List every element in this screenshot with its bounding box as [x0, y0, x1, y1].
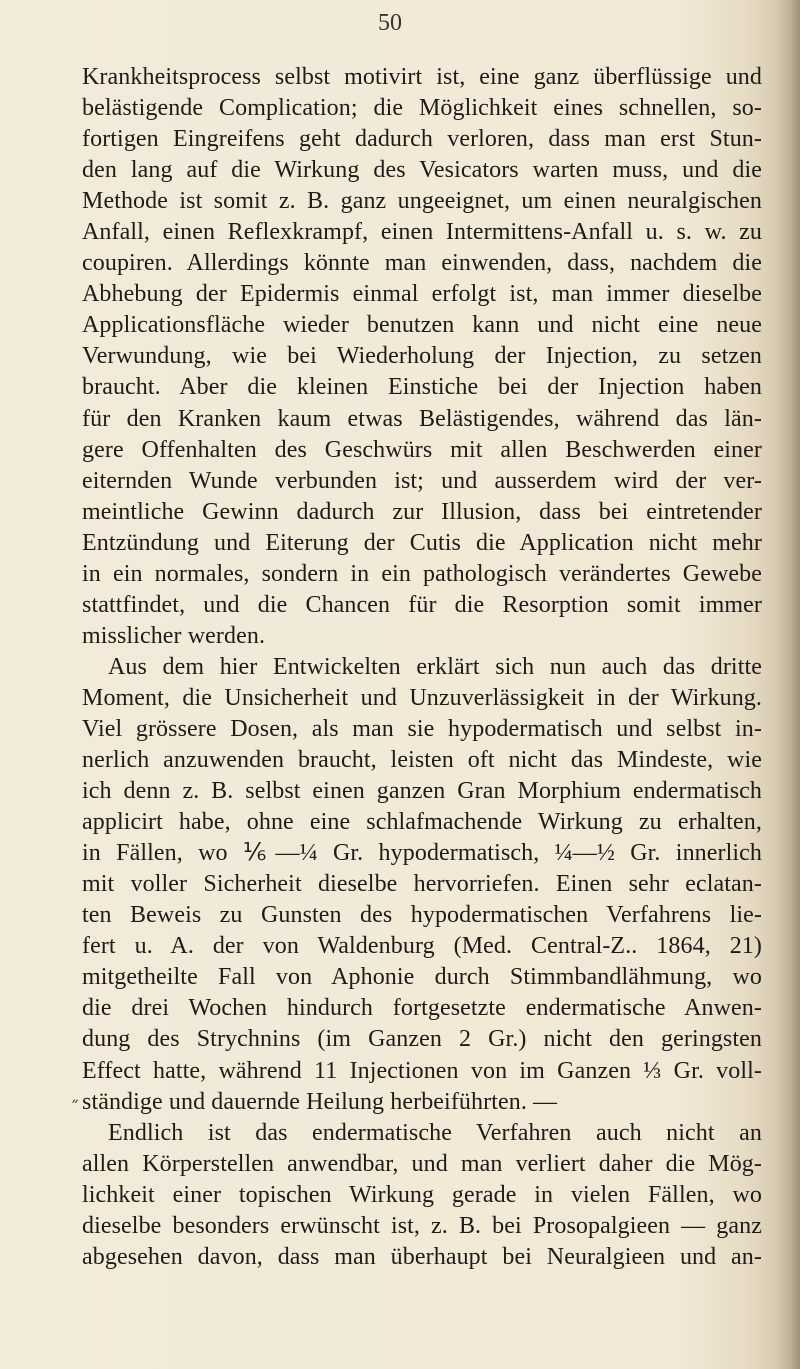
body-text: [82, 62, 762, 1273]
text-line: mitgetheilte Fall von Aphonie durch Stimmbandlähmung, wo: [82, 964, 762, 991]
text-line: Anfall, einen Reflexkrampf, einen Intermittens-Anfall u. s. w. zu: [82, 219, 762, 246]
text-line: in ein normales, sondern in ein pathologisch verändertes Gewebe: [82, 560, 762, 587]
text-line: Krankheitsprocess selbst motivirt ist, eine ganz überflüssige und: [82, 64, 762, 90]
text-line: dung des Strychnins (im Ganzen 2 Gr.) nicht den geringsten: [82, 1026, 762, 1053]
page-edge-shadow: [774, 0, 800, 1369]
text-line: den lang auf die Wirkung des Vesicators warten muss, und die: [82, 157, 762, 184]
text-line: mit voller Sicherheit dieselbe hervorriefen. Einen sehr eclatan-: [82, 871, 762, 898]
paragraph-end-line: ständige und dauernde Heilung herbeiführten. —: [82, 1088, 558, 1115]
text-line: Applicationsfläche wieder benutzen kann und nicht eine neue: [82, 312, 762, 339]
text-line: lichkeit einer topischen Wirkung gerade in vielen Fällen, wo: [82, 1181, 762, 1208]
text-line: stattfindet, und die Chancen für die Resorption somit immer: [82, 591, 762, 618]
paragraph-start-line: Aus dem hier Entwickelten erklärt sich nun auch das dritte: [108, 653, 762, 680]
text-line: fert u. A. der von Waldenburg (Med. Central-Z.. 1864, 21): [82, 933, 762, 960]
text-line: gere Offenhalten des Geschwürs mit allen Beschwerden einer: [82, 436, 762, 463]
text-line: dieselbe besonders erwünscht ist, z. B. bei Prosopalgieen — ganz: [82, 1212, 762, 1239]
text-line: Methode ist somit z. B. ganz ungeeignet, um einen neuralgischen: [82, 188, 762, 215]
text-line: ten Beweis zu Gunsten des hypodermatischen Verfahrens lie-: [82, 902, 762, 929]
text-line: eiternden Wunde verbunden ist; und ausserdem wird der ver-: [82, 467, 762, 494]
text-line: Effect hatte, während 11 Injectionen von im Ganzen ⅓ Gr. voll-: [82, 1057, 762, 1084]
text-line: in Fällen, wo ⅙—¼ Gr. hypodermatisch, ¼—½ Gr. innerlich: [82, 840, 762, 867]
paragraph-end-line: misslicher werden.: [82, 622, 266, 649]
text-line: meintliche Gewinn dadurch zur Illusion, dass bei eintretender: [82, 498, 762, 525]
text-line: applicirt habe, ohne eine schlafmachende Wirkung zu erhalten,: [82, 809, 762, 836]
text-line: Entzündung und Eiterung der Cutis die Application nicht mehr: [82, 529, 762, 556]
text-line: nerlich anzuwenden braucht, leisten oft nicht das Mindeste, wie: [82, 747, 762, 774]
text-line: ich denn z. B. selbst einen ganzen Gran Morphium endermatisch: [82, 778, 762, 805]
text-line: allen Körperstellen anwendbar, und man verliert daher die Mög-: [82, 1150, 762, 1177]
text-line: Viel grössere Dosen, als man sie hypodermatisch und selbst in-: [82, 715, 762, 742]
paragraph-start-line: Endlich ist das endermatische Verfahren auch nicht an: [108, 1119, 762, 1146]
text-line: die drei Wochen hindurch fortgesetzte endermatische Anwen-: [82, 995, 762, 1022]
text-line: Abhebung der Epidermis einmal erfolgt ist, man immer dieselbe: [82, 281, 762, 308]
text-line: belästigende Complication; die Möglichkeit eines schnellen, so-: [82, 95, 762, 122]
text-line: braucht. Aber die kleinen Einstiche bei der Injection haben: [82, 374, 762, 401]
text-line: Moment, die Unsicherheit und Unzuverlässigkeit in der Wirkung.: [82, 684, 762, 711]
text-line: Verwundung, wie bei Wiederholung der Injection, zu setzen: [82, 343, 762, 370]
text-line: fortigen Eingreifens geht dadurch verloren, dass man erst Stun-: [82, 126, 762, 153]
margin-pencil-mark: ˝: [70, 1098, 79, 1119]
text-line: coupiren. Allerdings könnte man einwenden, dass, nachdem die: [82, 250, 762, 277]
text-line: für den Kranken kaum etwas Belästigendes, während das län-: [82, 405, 762, 432]
page-number: 50: [378, 10, 402, 36]
text-line: abgesehen davon, dass man überhaupt bei Neuralgieen und an-: [82, 1243, 762, 1270]
